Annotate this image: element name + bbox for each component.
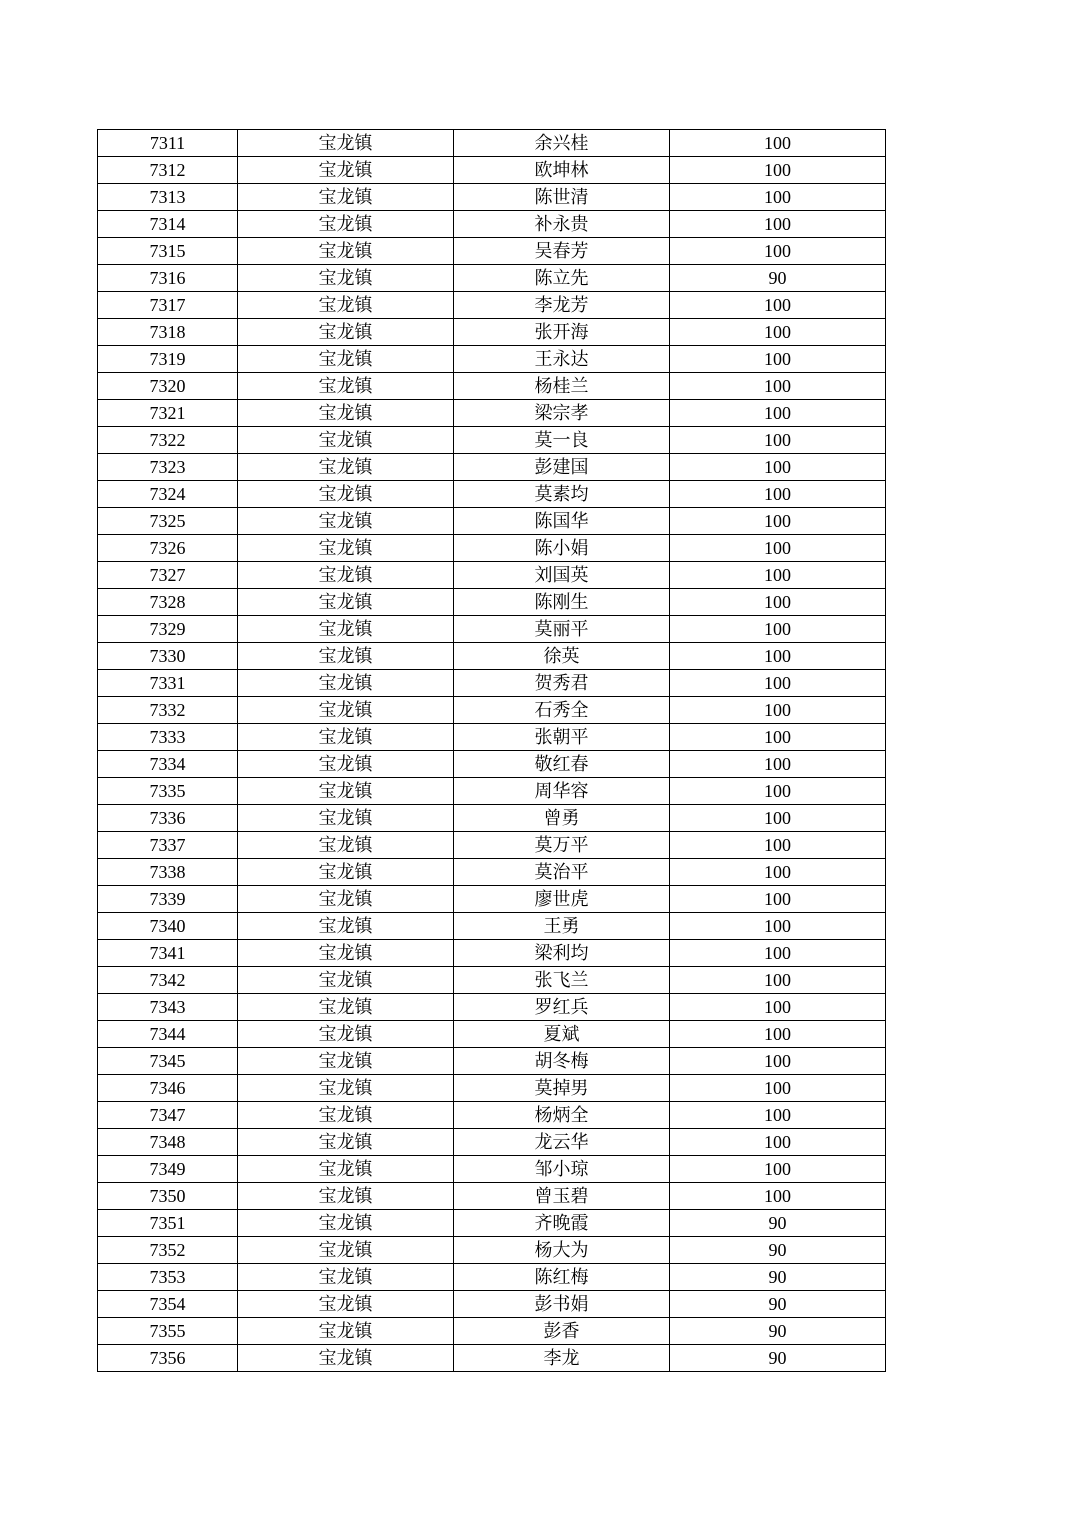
town-cell: 宝龙镇	[238, 940, 454, 967]
town-cell: 宝龙镇	[238, 751, 454, 778]
town-cell: 宝龙镇	[238, 1183, 454, 1210]
serial-number-cell: 7349	[98, 1156, 238, 1183]
table-row	[98, 157, 886, 184]
town-cell: 宝龙镇	[238, 427, 454, 454]
table-row	[98, 967, 886, 994]
amount-cell: 100	[670, 400, 886, 427]
table-row	[98, 1291, 886, 1318]
roster-table	[97, 129, 886, 1372]
town-cell: 宝龙镇	[238, 1291, 454, 1318]
person-name-cell: 杨大为	[454, 1237, 670, 1264]
table-row	[98, 346, 886, 373]
person-name-cell: 周华容	[454, 778, 670, 805]
serial-number-cell: 7323	[98, 454, 238, 481]
serial-number-cell: 7316	[98, 265, 238, 292]
person-name-cell: 余兴桂	[454, 130, 670, 157]
town-cell: 宝龙镇	[238, 1156, 454, 1183]
table-row	[98, 1048, 886, 1075]
amount-cell: 100	[670, 427, 886, 454]
table-row	[98, 1264, 886, 1291]
table-row	[98, 913, 886, 940]
serial-number-cell: 7321	[98, 400, 238, 427]
serial-number-cell: 7313	[98, 184, 238, 211]
serial-number-cell: 7326	[98, 535, 238, 562]
amount-cell: 100	[670, 859, 886, 886]
table-row	[98, 697, 886, 724]
town-cell: 宝龙镇	[238, 238, 454, 265]
amount-cell: 100	[670, 157, 886, 184]
person-name-cell: 梁宗孝	[454, 400, 670, 427]
person-name-cell: 补永贵	[454, 211, 670, 238]
person-name-cell: 李龙	[454, 1345, 670, 1372]
amount-cell: 100	[670, 832, 886, 859]
serial-number-cell: 7355	[98, 1318, 238, 1345]
town-cell: 宝龙镇	[238, 643, 454, 670]
town-cell: 宝龙镇	[238, 1075, 454, 1102]
table-row	[98, 400, 886, 427]
town-cell: 宝龙镇	[238, 1102, 454, 1129]
amount-cell: 100	[670, 508, 886, 535]
table-row	[98, 805, 886, 832]
amount-cell: 100	[670, 967, 886, 994]
amount-cell: 100	[670, 940, 886, 967]
person-name-cell: 莫一良	[454, 427, 670, 454]
amount-cell: 100	[670, 238, 886, 265]
amount-cell: 100	[670, 130, 886, 157]
amount-cell: 100	[670, 1075, 886, 1102]
amount-cell: 100	[670, 454, 886, 481]
serial-number-cell: 7335	[98, 778, 238, 805]
amount-cell: 100	[670, 913, 886, 940]
person-name-cell: 张朝平	[454, 724, 670, 751]
person-name-cell: 廖世虎	[454, 886, 670, 913]
town-cell: 宝龙镇	[238, 616, 454, 643]
table-row	[98, 238, 886, 265]
table-row	[98, 292, 886, 319]
town-cell: 宝龙镇	[238, 1129, 454, 1156]
person-name-cell: 陈红梅	[454, 1264, 670, 1291]
person-name-cell: 莫治平	[454, 859, 670, 886]
amount-cell: 100	[670, 481, 886, 508]
table-row	[98, 130, 886, 157]
town-cell: 宝龙镇	[238, 1345, 454, 1372]
table-row	[98, 1102, 886, 1129]
amount-cell: 100	[670, 1156, 886, 1183]
serial-number-cell: 7336	[98, 805, 238, 832]
amount-cell: 100	[670, 751, 886, 778]
person-name-cell: 张开海	[454, 319, 670, 346]
person-name-cell: 张飞兰	[454, 967, 670, 994]
town-cell: 宝龙镇	[238, 778, 454, 805]
town-cell: 宝龙镇	[238, 697, 454, 724]
town-cell: 宝龙镇	[238, 886, 454, 913]
serial-number-cell: 7354	[98, 1291, 238, 1318]
amount-cell: 100	[670, 778, 886, 805]
table-row	[98, 778, 886, 805]
serial-number-cell: 7345	[98, 1048, 238, 1075]
serial-number-cell: 7340	[98, 913, 238, 940]
town-cell: 宝龙镇	[238, 184, 454, 211]
town-cell: 宝龙镇	[238, 913, 454, 940]
amount-cell: 100	[670, 886, 886, 913]
town-cell: 宝龙镇	[238, 724, 454, 751]
town-cell: 宝龙镇	[238, 832, 454, 859]
person-name-cell: 彭书娟	[454, 1291, 670, 1318]
town-cell: 宝龙镇	[238, 805, 454, 832]
town-cell: 宝龙镇	[238, 211, 454, 238]
amount-cell: 100	[670, 589, 886, 616]
amount-cell: 100	[670, 535, 886, 562]
serial-number-cell: 7350	[98, 1183, 238, 1210]
person-name-cell: 莫掉男	[454, 1075, 670, 1102]
table-row	[98, 940, 886, 967]
serial-number-cell: 7311	[98, 130, 238, 157]
person-name-cell: 王勇	[454, 913, 670, 940]
person-name-cell: 石秀全	[454, 697, 670, 724]
town-cell: 宝龙镇	[238, 1048, 454, 1075]
town-cell: 宝龙镇	[238, 994, 454, 1021]
town-cell: 宝龙镇	[238, 562, 454, 589]
serial-number-cell: 7322	[98, 427, 238, 454]
table-row	[98, 211, 886, 238]
town-cell: 宝龙镇	[238, 373, 454, 400]
amount-cell: 100	[670, 1102, 886, 1129]
town-cell: 宝龙镇	[238, 265, 454, 292]
serial-number-cell: 7341	[98, 940, 238, 967]
table-row	[98, 535, 886, 562]
serial-number-cell: 7337	[98, 832, 238, 859]
person-name-cell: 敬红春	[454, 751, 670, 778]
serial-number-cell: 7351	[98, 1210, 238, 1237]
town-cell: 宝龙镇	[238, 1237, 454, 1264]
serial-number-cell: 7347	[98, 1102, 238, 1129]
person-name-cell: 陈国华	[454, 508, 670, 535]
person-name-cell: 梁利均	[454, 940, 670, 967]
person-name-cell: 莫万平	[454, 832, 670, 859]
table-row	[98, 670, 886, 697]
town-cell: 宝龙镇	[238, 292, 454, 319]
serial-number-cell: 7342	[98, 967, 238, 994]
amount-cell: 100	[670, 724, 886, 751]
serial-number-cell: 7318	[98, 319, 238, 346]
table-row	[98, 184, 886, 211]
serial-number-cell: 7332	[98, 697, 238, 724]
amount-cell: 90	[670, 265, 886, 292]
table-row	[98, 1210, 886, 1237]
town-cell: 宝龙镇	[238, 535, 454, 562]
amount-cell: 100	[670, 643, 886, 670]
amount-cell: 100	[670, 1129, 886, 1156]
person-name-cell: 胡冬梅	[454, 1048, 670, 1075]
person-name-cell: 彭建国	[454, 454, 670, 481]
serial-number-cell: 7315	[98, 238, 238, 265]
amount-cell: 100	[670, 373, 886, 400]
table-row	[98, 859, 886, 886]
person-name-cell: 夏斌	[454, 1021, 670, 1048]
amount-cell: 100	[670, 1048, 886, 1075]
table-row	[98, 454, 886, 481]
table-row	[98, 319, 886, 346]
amount-cell: 100	[670, 319, 886, 346]
person-name-cell: 欧坤林	[454, 157, 670, 184]
person-name-cell: 邹小琼	[454, 1156, 670, 1183]
town-cell: 宝龙镇	[238, 670, 454, 697]
serial-number-cell: 7356	[98, 1345, 238, 1372]
person-name-cell: 贺秀君	[454, 670, 670, 697]
amount-cell: 100	[670, 616, 886, 643]
amount-cell: 90	[670, 1210, 886, 1237]
person-name-cell: 莫素均	[454, 481, 670, 508]
amount-cell: 100	[670, 346, 886, 373]
table-row	[98, 562, 886, 589]
table-row	[98, 508, 886, 535]
town-cell: 宝龙镇	[238, 130, 454, 157]
person-name-cell: 陈世清	[454, 184, 670, 211]
serial-number-cell: 7329	[98, 616, 238, 643]
town-cell: 宝龙镇	[238, 400, 454, 427]
serial-number-cell: 7344	[98, 1021, 238, 1048]
amount-cell: 100	[670, 211, 886, 238]
table-row	[98, 643, 886, 670]
table-row	[98, 832, 886, 859]
person-name-cell: 李龙芳	[454, 292, 670, 319]
serial-number-cell: 7331	[98, 670, 238, 697]
town-cell: 宝龙镇	[238, 319, 454, 346]
serial-number-cell: 7334	[98, 751, 238, 778]
town-cell: 宝龙镇	[238, 157, 454, 184]
amount-cell: 100	[670, 670, 886, 697]
town-cell: 宝龙镇	[238, 859, 454, 886]
amount-cell: 100	[670, 805, 886, 832]
table-row	[98, 994, 886, 1021]
table-row	[98, 589, 886, 616]
serial-number-cell: 7324	[98, 481, 238, 508]
table-row	[98, 724, 886, 751]
serial-number-cell: 7327	[98, 562, 238, 589]
table-row	[98, 1129, 886, 1156]
amount-cell: 90	[670, 1237, 886, 1264]
table-row	[98, 427, 886, 454]
town-cell: 宝龙镇	[238, 346, 454, 373]
town-cell: 宝龙镇	[238, 1210, 454, 1237]
table-row	[98, 886, 886, 913]
person-name-cell: 罗红兵	[454, 994, 670, 1021]
serial-number-cell: 7346	[98, 1075, 238, 1102]
serial-number-cell: 7319	[98, 346, 238, 373]
person-name-cell: 陈小娟	[454, 535, 670, 562]
person-name-cell: 彭香	[454, 1318, 670, 1345]
amount-cell: 100	[670, 994, 886, 1021]
serial-number-cell: 7325	[98, 508, 238, 535]
town-cell: 宝龙镇	[238, 454, 454, 481]
table-row	[98, 1318, 886, 1345]
person-name-cell: 吴春芳	[454, 238, 670, 265]
amount-cell: 100	[670, 292, 886, 319]
town-cell: 宝龙镇	[238, 589, 454, 616]
amount-cell: 100	[670, 1183, 886, 1210]
town-cell: 宝龙镇	[238, 508, 454, 535]
table-row	[98, 1237, 886, 1264]
person-name-cell: 曾玉碧	[454, 1183, 670, 1210]
serial-number-cell: 7333	[98, 724, 238, 751]
table-row	[98, 1156, 886, 1183]
serial-number-cell: 7353	[98, 1264, 238, 1291]
table-row	[98, 616, 886, 643]
person-name-cell: 龙云华	[454, 1129, 670, 1156]
person-name-cell: 刘国英	[454, 562, 670, 589]
table-row	[98, 1021, 886, 1048]
amount-cell: 100	[670, 184, 886, 211]
person-name-cell: 杨桂兰	[454, 373, 670, 400]
serial-number-cell: 7352	[98, 1237, 238, 1264]
table-row	[98, 373, 886, 400]
person-name-cell: 曾勇	[454, 805, 670, 832]
town-cell: 宝龙镇	[238, 1318, 454, 1345]
person-name-cell: 杨炳全	[454, 1102, 670, 1129]
serial-number-cell: 7328	[98, 589, 238, 616]
serial-number-cell: 7348	[98, 1129, 238, 1156]
serial-number-cell: 7343	[98, 994, 238, 1021]
serial-number-cell: 7317	[98, 292, 238, 319]
table-row	[98, 481, 886, 508]
table-row	[98, 265, 886, 292]
amount-cell: 90	[670, 1291, 886, 1318]
amount-cell: 90	[670, 1318, 886, 1345]
amount-cell: 90	[670, 1345, 886, 1372]
roster-table-body	[98, 130, 886, 1372]
serial-number-cell: 7330	[98, 643, 238, 670]
person-name-cell: 王永达	[454, 346, 670, 373]
table-row	[98, 1075, 886, 1102]
person-name-cell: 莫丽平	[454, 616, 670, 643]
serial-number-cell: 7312	[98, 157, 238, 184]
amount-cell: 90	[670, 1264, 886, 1291]
person-name-cell: 陈立先	[454, 265, 670, 292]
amount-cell: 100	[670, 562, 886, 589]
town-cell: 宝龙镇	[238, 481, 454, 508]
table-row	[98, 751, 886, 778]
serial-number-cell: 7314	[98, 211, 238, 238]
person-name-cell: 徐英	[454, 643, 670, 670]
town-cell: 宝龙镇	[238, 1264, 454, 1291]
amount-cell: 100	[670, 1021, 886, 1048]
serial-number-cell: 7320	[98, 373, 238, 400]
table-row	[98, 1183, 886, 1210]
serial-number-cell: 7338	[98, 859, 238, 886]
town-cell: 宝龙镇	[238, 1021, 454, 1048]
town-cell: 宝龙镇	[238, 967, 454, 994]
person-name-cell: 陈刚生	[454, 589, 670, 616]
serial-number-cell: 7339	[98, 886, 238, 913]
amount-cell: 100	[670, 697, 886, 724]
person-name-cell: 齐晚霞	[454, 1210, 670, 1237]
table-row	[98, 1345, 886, 1372]
